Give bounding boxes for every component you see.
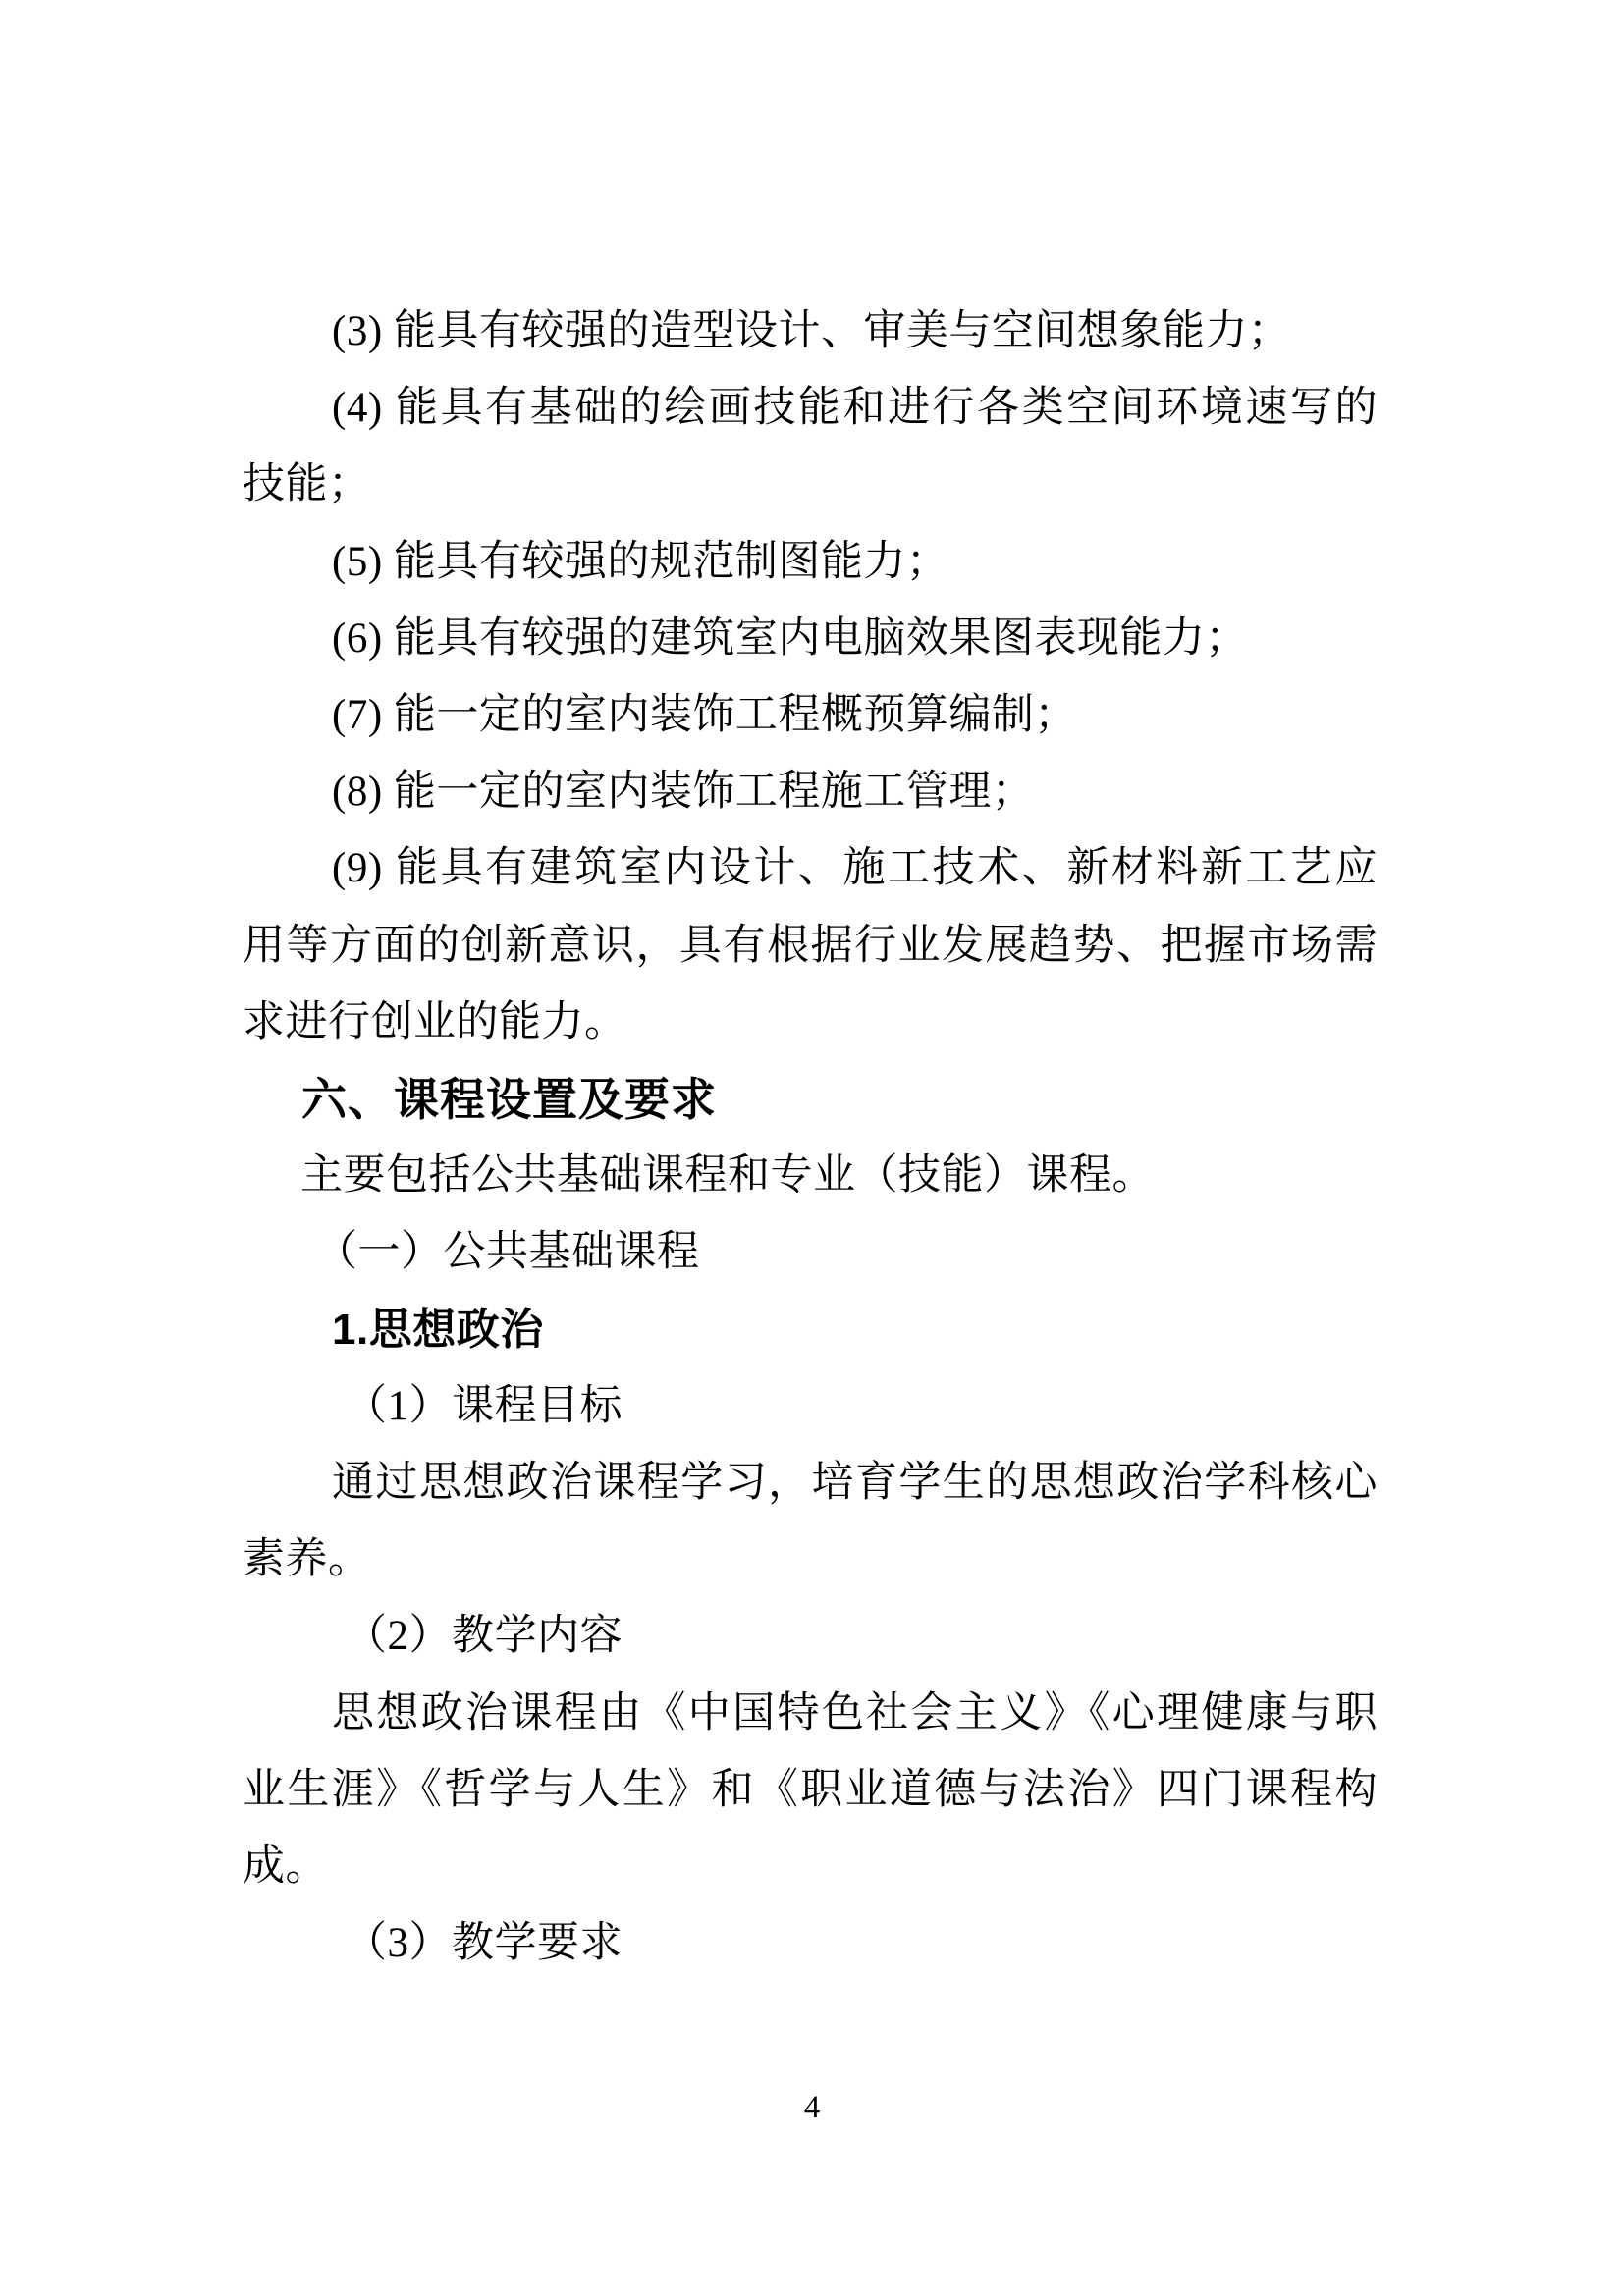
text-line: (8) 能一定的室内装饰工程施工管理；: [332, 769, 1035, 815]
text-line: 思想政治课程由《中国特色社会主义》《心理健康与职: [332, 1690, 1378, 1736]
text-line: 通过思想政治课程学习，培育学生的思想政治学科核心: [332, 1460, 1378, 1506]
text-line: 求进行创业的能力。: [243, 999, 627, 1045]
text-line: （一）公共基础课程: [315, 1229, 700, 1275]
text-line: 成。: [243, 1843, 328, 1890]
text-line: （3）教学要求: [345, 1920, 623, 1966]
text-line: (6) 能具有较强的建筑室内电脑效果图表现能力；: [332, 615, 1248, 662]
text-line: （2）教学内容: [345, 1613, 623, 1659]
text-line: 1.思想政治: [332, 1306, 544, 1354]
text-line: (9) 能具有建筑室内设计、施工技术、新材料新工艺应: [332, 845, 1378, 891]
text-line: 业生涯》《哲学与人生》和《职业道德与法治》四门课程构: [243, 1767, 1378, 1813]
text-line: (5) 能具有较强的规范制图能力；: [332, 539, 949, 585]
text-line: (3) 能具有较强的造型设计、审美与空间想象能力；: [332, 308, 1291, 354]
text-line: 素养。: [243, 1536, 371, 1582]
text-line: 六、课程设置及要求: [301, 1074, 717, 1125]
text-line: (4) 能具有基础的绘画技能和进行各类空间环境速写的: [332, 385, 1378, 431]
text-line: （1）课程目标: [345, 1383, 623, 1429]
text-line: (7) 能一定的室内装饰工程概预算编制；: [332, 692, 1077, 738]
text-line: 主要包括公共基础课程和专业（技能）课程。: [300, 1152, 1155, 1199]
text-line: 技能；: [243, 461, 371, 507]
text-line: 用等方面的创新意识，具有根据行业发展趋势、把握市场需: [243, 923, 1378, 969]
page-number: 4: [803, 2090, 821, 2125]
